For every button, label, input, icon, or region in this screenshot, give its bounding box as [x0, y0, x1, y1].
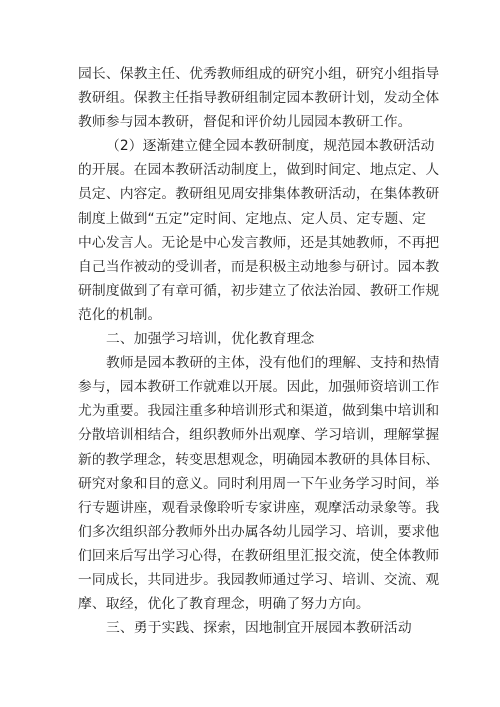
text-line: 范化的机制。	[78, 306, 162, 323]
text-line: 教师参与园本教研，督促和评价幼儿园园本教研工作。	[78, 114, 412, 131]
text-line: 员定、内容定。教研组见周安排集体教研活动，在集体教研	[78, 186, 440, 203]
text-line: 尤为重要。我园注重多种培训形式和渠道，做到集中培训和	[78, 403, 440, 420]
text-line: 摩、取经，优化了教育理念，明确了努力方向。	[78, 596, 370, 613]
text-line: 教研组。保教主任指导教研组制定园本教研计划，发动全体	[78, 90, 440, 107]
document-body	[78, 62, 440, 640]
paragraph-start-line: （2）逐渐建立健全园本教研制度，规范园本教研活动	[106, 138, 435, 155]
text-line: 自己当作被动的受训者，而是积极主动地参与研讨。园本教	[78, 258, 440, 275]
text-line: 研制度做到了有章可循，初步建立了依法治园、教研工作规	[78, 282, 440, 299]
text-line: 制度上做到“五定”定时间、定地点、定人员、定专题、定	[78, 210, 427, 227]
text-line: 研究对象和目的意义。同时利用周一下午业务学习时间，举	[78, 475, 440, 492]
text-line: 们回来后写出学习心得，在教研组里汇报交流，使全体教师	[78, 547, 440, 564]
text-line: 的开展。在园本教研活动制度上，做到时间定、地点定、人	[78, 162, 440, 179]
text-line: 们多次组织部分教师外出办属各幼儿园学习、培训，要求他	[78, 523, 440, 540]
paragraph-start-line: 教师是园本教研的主体，没有他们的理解、支持和热情	[106, 355, 440, 372]
text-line: 中心发言人。无论是中心发言教师，还是其她教师，不再把	[78, 234, 440, 251]
text-line: 分散培训相结合，组织教师外出观摩、学习培训，理解掌握	[78, 427, 440, 444]
section-heading-2: 二、加强学习培训，优化教育理念	[106, 331, 315, 348]
text-line: 行专题讲座，观看录像聆听专家讲座，观摩活动录象等。我	[78, 499, 440, 516]
text-line: 一同成长，共同进步。我园教师通过学习、培训、交流、观	[78, 571, 440, 588]
section-heading-3: 三、勇于实践、探索，因地制宜开展园本教研活动	[106, 620, 412, 637]
text-line: 参与，园本教研工作就难以开展。因此，加强师资培训工作	[78, 379, 440, 396]
text-line: 新的教学理念，转变思想观念，明确园本教研的具体目标、	[78, 451, 440, 468]
text-line: 园长、保教主任、优秀教师组成的研究小组，研究小组指导	[78, 66, 440, 82]
